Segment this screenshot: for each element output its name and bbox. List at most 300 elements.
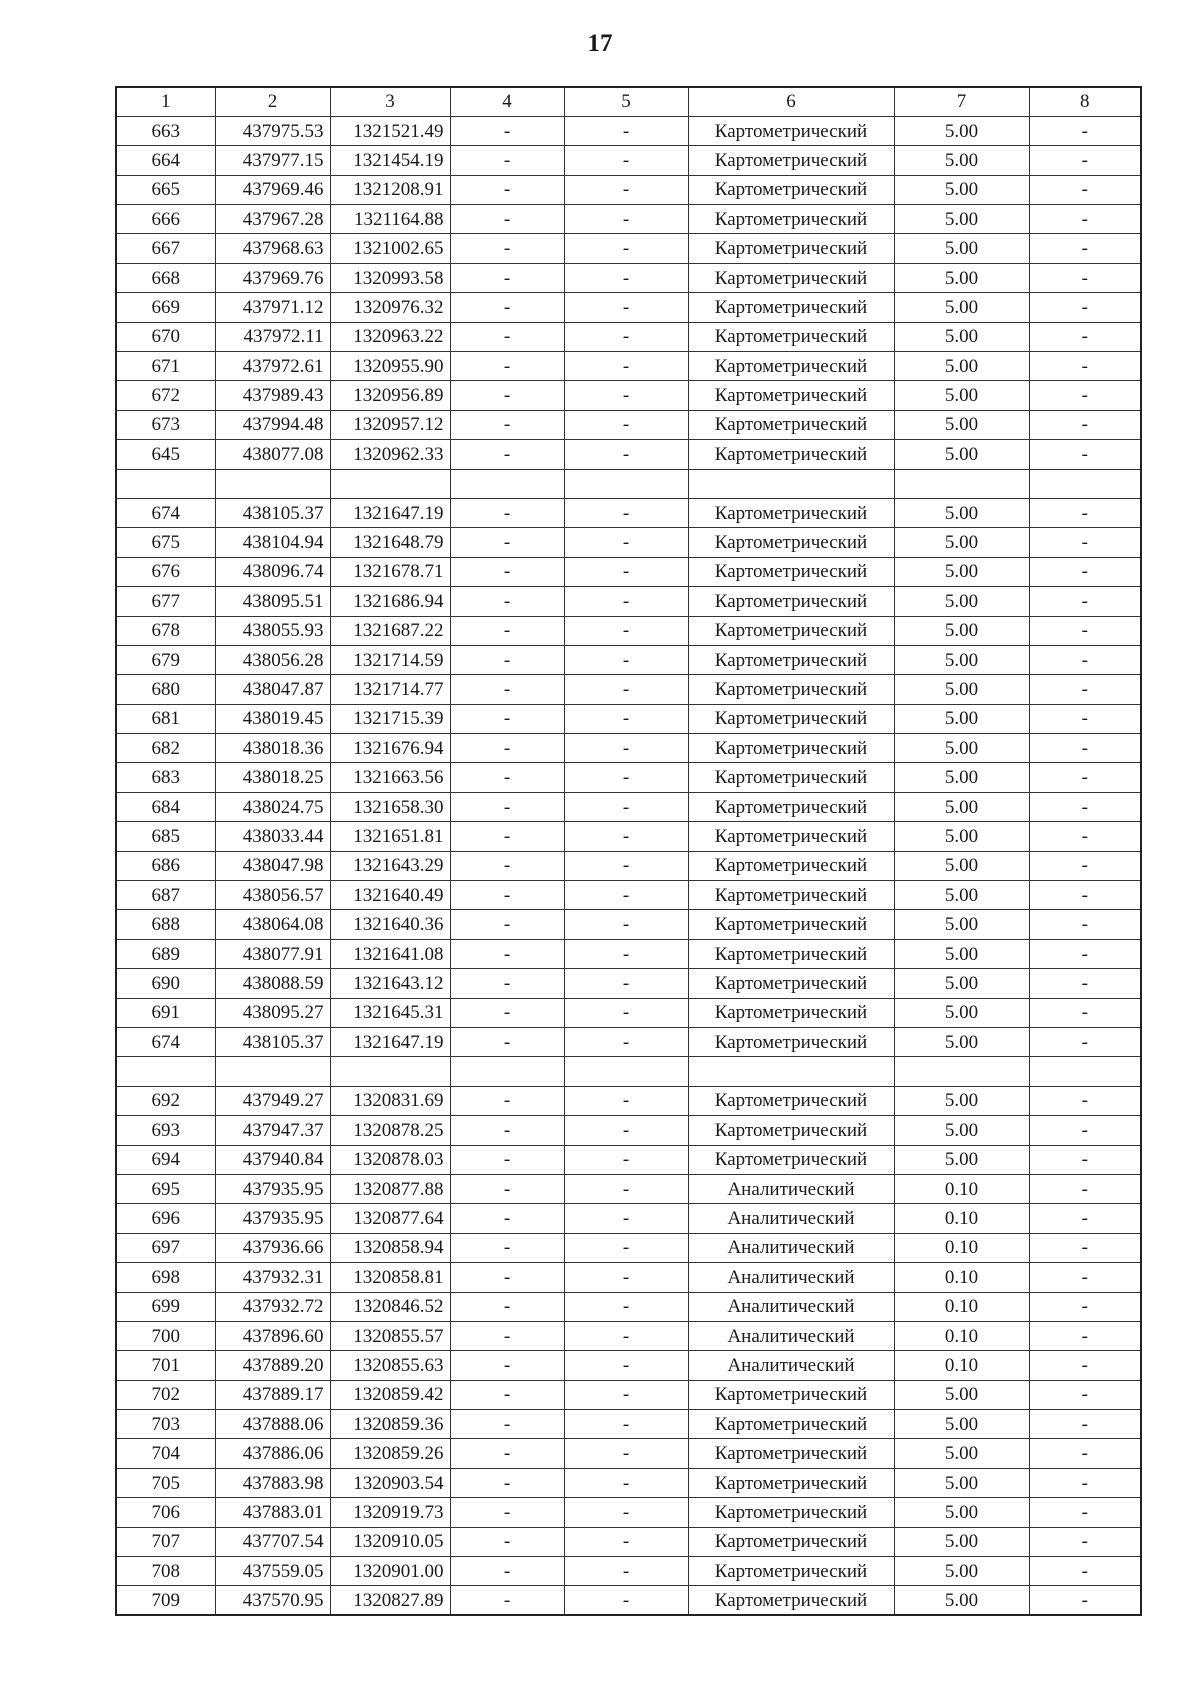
table-cell: 675 bbox=[116, 528, 215, 557]
table-cell: 1321676.94 bbox=[330, 734, 450, 763]
table-cell: - bbox=[450, 1086, 564, 1115]
table-cell: - bbox=[564, 410, 688, 439]
table-cell: - bbox=[564, 1028, 688, 1057]
table-cell: 668 bbox=[116, 263, 215, 292]
table-cell: - bbox=[564, 146, 688, 175]
table-cell: 5.00 bbox=[894, 734, 1029, 763]
table-cell: - bbox=[1029, 1321, 1141, 1350]
table-cell: Картометрический bbox=[688, 1586, 894, 1615]
table-cell: - bbox=[1029, 616, 1141, 645]
table-cell: 1321208.91 bbox=[330, 175, 450, 204]
table-cell: 697 bbox=[116, 1233, 215, 1262]
table-cell: - bbox=[1029, 851, 1141, 880]
table-cell: 438056.57 bbox=[215, 881, 330, 910]
table-cell: - bbox=[450, 381, 564, 410]
table-cell: 437883.01 bbox=[215, 1498, 330, 1527]
table-cell: - bbox=[450, 1586, 564, 1615]
table-cell: 438105.37 bbox=[215, 498, 330, 527]
table-cell: 5.00 bbox=[894, 1410, 1029, 1439]
table-cell: - bbox=[450, 616, 564, 645]
table-cell: 0.10 bbox=[894, 1204, 1029, 1233]
table-cell: 5.00 bbox=[894, 1586, 1029, 1615]
table-cell: - bbox=[564, 293, 688, 322]
table-cell: - bbox=[564, 704, 688, 733]
table-cell: 5.00 bbox=[894, 881, 1029, 910]
table-cell: 645 bbox=[116, 440, 215, 469]
table-cell: 691 bbox=[116, 998, 215, 1027]
table-cell: Картометрический bbox=[688, 1116, 894, 1145]
table-cell: - bbox=[564, 675, 688, 704]
table-cell: - bbox=[450, 1321, 564, 1350]
table-cell: - bbox=[564, 352, 688, 381]
table-row bbox=[116, 234, 1141, 263]
table-row bbox=[116, 146, 1141, 175]
table-cell: 1320957.12 bbox=[330, 410, 450, 439]
table-cell: 438077.08 bbox=[215, 440, 330, 469]
table-cell: - bbox=[1029, 969, 1141, 998]
column-header: 8 bbox=[1029, 87, 1141, 116]
table-cell: 1320963.22 bbox=[330, 322, 450, 351]
table-cell: - bbox=[564, 1086, 688, 1115]
table-cell: 437896.60 bbox=[215, 1321, 330, 1350]
table-cell: - bbox=[564, 1321, 688, 1350]
column-header: 3 bbox=[330, 87, 450, 116]
table-cell: 5.00 bbox=[894, 969, 1029, 998]
table-cell: 1320858.81 bbox=[330, 1263, 450, 1292]
table-cell bbox=[564, 1057, 688, 1086]
table-cell: - bbox=[564, 822, 688, 851]
table-cell: 1320859.26 bbox=[330, 1439, 450, 1468]
table-cell: Картометрический bbox=[688, 969, 894, 998]
table-cell: Картометрический bbox=[688, 352, 894, 381]
table-cell: - bbox=[450, 410, 564, 439]
table-cell: Аналитический bbox=[688, 1292, 894, 1321]
table-cell: Картометрический bbox=[688, 381, 894, 410]
coordinates-table bbox=[115, 86, 1142, 1616]
table-cell: 5.00 bbox=[894, 1557, 1029, 1586]
table-cell: - bbox=[564, 557, 688, 586]
table-row bbox=[116, 293, 1141, 322]
table-cell: 663 bbox=[116, 116, 215, 145]
table-cell: 1321648.79 bbox=[330, 528, 450, 557]
table-cell: - bbox=[1029, 1586, 1141, 1615]
table-cell: 693 bbox=[116, 1116, 215, 1145]
table-cell: 438064.08 bbox=[215, 910, 330, 939]
table-cell: 437883.98 bbox=[215, 1468, 330, 1497]
table-cell: Картометрический bbox=[688, 587, 894, 616]
table-cell: - bbox=[450, 587, 564, 616]
table-cell: - bbox=[1029, 352, 1141, 381]
table-row bbox=[116, 645, 1141, 674]
table-cell: 1320962.33 bbox=[330, 440, 450, 469]
table-cell: 5.00 bbox=[894, 498, 1029, 527]
table-cell: 1321643.12 bbox=[330, 969, 450, 998]
table-cell: 438018.25 bbox=[215, 763, 330, 792]
table-cell: Картометрический bbox=[688, 322, 894, 351]
table-cell: 1321164.88 bbox=[330, 205, 450, 234]
table-cell: - bbox=[1029, 1204, 1141, 1233]
table-cell: Аналитический bbox=[688, 1174, 894, 1203]
table-cell: 5.00 bbox=[894, 410, 1029, 439]
table-cell: 5.00 bbox=[894, 205, 1029, 234]
table-cell: - bbox=[564, 1145, 688, 1174]
table-cell: 1320878.03 bbox=[330, 1145, 450, 1174]
table-cell: 1320827.89 bbox=[330, 1586, 450, 1615]
table-cell: - bbox=[450, 1292, 564, 1321]
table-cell: 1321658.30 bbox=[330, 792, 450, 821]
table-cell: Картометрический bbox=[688, 1380, 894, 1409]
table-cell: - bbox=[1029, 822, 1141, 851]
table-cell: - bbox=[1029, 939, 1141, 968]
table-cell: 681 bbox=[116, 704, 215, 733]
table-cell: - bbox=[450, 1468, 564, 1497]
table-cell: 0.10 bbox=[894, 1351, 1029, 1380]
table-cell: - bbox=[1029, 1468, 1141, 1497]
table-cell: 437972.61 bbox=[215, 352, 330, 381]
table-cell: 5.00 bbox=[894, 792, 1029, 821]
table-row bbox=[116, 1586, 1141, 1615]
table-cell: 1320846.52 bbox=[330, 1292, 450, 1321]
table-cell bbox=[688, 469, 894, 498]
table-cell bbox=[894, 469, 1029, 498]
table-cell: - bbox=[1029, 1380, 1141, 1409]
table-body bbox=[116, 116, 1141, 1615]
table-cell: - bbox=[450, 1204, 564, 1233]
table-cell: 5.00 bbox=[894, 822, 1029, 851]
table-cell: Картометрический bbox=[688, 234, 894, 263]
table-cell: 437936.66 bbox=[215, 1233, 330, 1262]
table-row bbox=[116, 1292, 1141, 1321]
table-cell: Картометрический bbox=[688, 881, 894, 910]
table-cell: 5.00 bbox=[894, 1468, 1029, 1497]
table-cell: - bbox=[450, 205, 564, 234]
table-cell: 438095.27 bbox=[215, 998, 330, 1027]
table-cell: - bbox=[450, 1145, 564, 1174]
table-cell: 1321715.39 bbox=[330, 704, 450, 733]
table-cell: 684 bbox=[116, 792, 215, 821]
table-row bbox=[116, 1233, 1141, 1262]
table-cell: - bbox=[1029, 322, 1141, 351]
table-cell: 1320993.58 bbox=[330, 263, 450, 292]
table-cell: 1320859.36 bbox=[330, 1410, 450, 1439]
table-cell: 1320903.54 bbox=[330, 1468, 450, 1497]
table-cell: 1320878.25 bbox=[330, 1116, 450, 1145]
table-cell: 5.00 bbox=[894, 440, 1029, 469]
table-cell: - bbox=[450, 528, 564, 557]
table-cell: 437967.28 bbox=[215, 205, 330, 234]
table-cell: - bbox=[564, 1351, 688, 1380]
table-cell: 437972.11 bbox=[215, 322, 330, 351]
table-cell: 438047.87 bbox=[215, 675, 330, 704]
table-cell: Картометрический bbox=[688, 792, 894, 821]
table-cell: - bbox=[1029, 704, 1141, 733]
table-cell: 437932.72 bbox=[215, 1292, 330, 1321]
table-cell: Картометрический bbox=[688, 675, 894, 704]
table-cell: 1320901.00 bbox=[330, 1557, 450, 1586]
table-cell: Картометрический bbox=[688, 528, 894, 557]
table-cell: 437888.06 bbox=[215, 1410, 330, 1439]
table-cell: Картометрический bbox=[688, 851, 894, 880]
table-cell: 437969.76 bbox=[215, 263, 330, 292]
table-cell: Картометрический bbox=[688, 822, 894, 851]
table-cell: 1321647.19 bbox=[330, 1028, 450, 1057]
table-cell: - bbox=[1029, 263, 1141, 292]
table-cell bbox=[215, 1057, 330, 1086]
table-cell: - bbox=[1029, 587, 1141, 616]
table-cell: Картометрический bbox=[688, 763, 894, 792]
table-cell: 438033.44 bbox=[215, 822, 330, 851]
table-cell: 671 bbox=[116, 352, 215, 381]
table-cell: - bbox=[1029, 293, 1141, 322]
table-row bbox=[116, 440, 1141, 469]
table-row bbox=[116, 1527, 1141, 1556]
table-cell: 705 bbox=[116, 1468, 215, 1497]
table-cell: 437949.27 bbox=[215, 1086, 330, 1115]
table-row bbox=[116, 1351, 1141, 1380]
table-cell: Аналитический bbox=[688, 1321, 894, 1350]
table-row bbox=[116, 763, 1141, 792]
table-cell: - bbox=[1029, 910, 1141, 939]
table-cell: 1320919.73 bbox=[330, 1498, 450, 1527]
table-cell: - bbox=[450, 1439, 564, 1468]
table-cell: Картометрический bbox=[688, 440, 894, 469]
table-cell: 1320956.89 bbox=[330, 381, 450, 410]
table-cell: 1321454.19 bbox=[330, 146, 450, 175]
table-cell: Картометрический bbox=[688, 557, 894, 586]
table-cell: 690 bbox=[116, 969, 215, 998]
table-cell: 5.00 bbox=[894, 998, 1029, 1027]
table-cell: - bbox=[564, 734, 688, 763]
table-cell: 706 bbox=[116, 1498, 215, 1527]
table-cell: 696 bbox=[116, 1204, 215, 1233]
table-cell: - bbox=[564, 881, 688, 910]
table-cell: Картометрический bbox=[688, 205, 894, 234]
table-row bbox=[116, 1380, 1141, 1409]
table-cell: 1321640.49 bbox=[330, 881, 450, 910]
table-cell: 674 bbox=[116, 1028, 215, 1057]
table-cell: - bbox=[450, 704, 564, 733]
table-cell: 438024.75 bbox=[215, 792, 330, 821]
table-cell: - bbox=[1029, 763, 1141, 792]
table-cell: - bbox=[564, 1174, 688, 1203]
table-cell: - bbox=[1029, 792, 1141, 821]
table-cell: 5.00 bbox=[894, 939, 1029, 968]
table-cell: 5.00 bbox=[894, 1145, 1029, 1174]
table-cell: 1321663.56 bbox=[330, 763, 450, 792]
table-cell: - bbox=[450, 851, 564, 880]
table-cell: 688 bbox=[116, 910, 215, 939]
table-cell: Картометрический bbox=[688, 175, 894, 204]
table-row bbox=[116, 498, 1141, 527]
table-row bbox=[116, 1263, 1141, 1292]
table-cell: - bbox=[564, 1263, 688, 1292]
table-cell: - bbox=[450, 1233, 564, 1262]
table-row bbox=[116, 1057, 1141, 1086]
table-cell: 5.00 bbox=[894, 645, 1029, 674]
table-cell: - bbox=[450, 440, 564, 469]
table-cell: 438018.36 bbox=[215, 734, 330, 763]
table-cell: 438056.28 bbox=[215, 645, 330, 674]
table-cell: 1320831.69 bbox=[330, 1086, 450, 1115]
table-cell: - bbox=[1029, 1351, 1141, 1380]
table-cell: 5.00 bbox=[894, 616, 1029, 645]
table-cell: Картометрический bbox=[688, 1557, 894, 1586]
table-cell: Картометрический bbox=[688, 1527, 894, 1556]
table-cell: - bbox=[1029, 1292, 1141, 1321]
table-cell: - bbox=[564, 381, 688, 410]
table-cell: - bbox=[564, 1116, 688, 1145]
table-cell: 1320855.63 bbox=[330, 1351, 450, 1380]
column-header: 7 bbox=[894, 87, 1029, 116]
table-row bbox=[116, 1557, 1141, 1586]
table-cell: 437886.06 bbox=[215, 1439, 330, 1468]
table-cell bbox=[116, 469, 215, 498]
table-cell: - bbox=[1029, 1557, 1141, 1586]
table-cell: 694 bbox=[116, 1145, 215, 1174]
table-cell: Картометрический bbox=[688, 910, 894, 939]
table-cell: 692 bbox=[116, 1086, 215, 1115]
table-cell: Аналитический bbox=[688, 1204, 894, 1233]
table-cell: 1321645.31 bbox=[330, 998, 450, 1027]
page-number: 17 bbox=[587, 30, 613, 57]
table-cell: 680 bbox=[116, 675, 215, 704]
table-cell: - bbox=[450, 1351, 564, 1380]
table-cell: 667 bbox=[116, 234, 215, 263]
table-cell: - bbox=[564, 1527, 688, 1556]
table-cell: 437889.20 bbox=[215, 1351, 330, 1380]
table-cell: 687 bbox=[116, 881, 215, 910]
table-cell: - bbox=[1029, 998, 1141, 1027]
table-cell: 437977.15 bbox=[215, 146, 330, 175]
table-cell: 5.00 bbox=[894, 763, 1029, 792]
table-cell: - bbox=[1029, 645, 1141, 674]
table-cell: 5.00 bbox=[894, 352, 1029, 381]
table-cell: Картометрический bbox=[688, 734, 894, 763]
table-cell: - bbox=[450, 352, 564, 381]
table-row bbox=[116, 939, 1141, 968]
table-cell: Картометрический bbox=[688, 939, 894, 968]
table-row bbox=[116, 851, 1141, 880]
table-cell: 5.00 bbox=[894, 1086, 1029, 1115]
table-cell: - bbox=[564, 1439, 688, 1468]
table-row bbox=[116, 1028, 1141, 1057]
table-cell: - bbox=[450, 1380, 564, 1409]
table-cell: 5.00 bbox=[894, 1380, 1029, 1409]
table-row bbox=[116, 410, 1141, 439]
table-cell: 672 bbox=[116, 381, 215, 410]
table-cell: - bbox=[564, 205, 688, 234]
table-cell: - bbox=[450, 146, 564, 175]
table-row bbox=[116, 734, 1141, 763]
table-cell: Картометрический bbox=[688, 293, 894, 322]
table-cell: 5.00 bbox=[894, 1116, 1029, 1145]
table-cell: - bbox=[450, 910, 564, 939]
table-cell: 438088.59 bbox=[215, 969, 330, 998]
table-cell: - bbox=[564, 322, 688, 351]
table-row bbox=[116, 205, 1141, 234]
table-cell: 683 bbox=[116, 763, 215, 792]
table-cell: - bbox=[450, 792, 564, 821]
table-cell: 5.00 bbox=[894, 175, 1029, 204]
table-cell: - bbox=[564, 939, 688, 968]
table-cell: - bbox=[564, 616, 688, 645]
table-cell: 438019.45 bbox=[215, 704, 330, 733]
table-cell: - bbox=[564, 234, 688, 263]
table-row bbox=[116, 1498, 1141, 1527]
table-cell: 5.00 bbox=[894, 851, 1029, 880]
table-cell: - bbox=[450, 1498, 564, 1527]
table-cell: 438105.37 bbox=[215, 1028, 330, 1057]
column-header: 4 bbox=[450, 87, 564, 116]
table-cell: 5.00 bbox=[894, 146, 1029, 175]
table-cell: 703 bbox=[116, 1410, 215, 1439]
table-cell: - bbox=[1029, 1498, 1141, 1527]
table-cell: 678 bbox=[116, 616, 215, 645]
table-header-row bbox=[116, 87, 1141, 116]
table-cell: Картометрический bbox=[688, 645, 894, 674]
table-cell: - bbox=[564, 263, 688, 292]
table-cell: 5.00 bbox=[894, 675, 1029, 704]
table-cell: 5.00 bbox=[894, 1498, 1029, 1527]
table-row bbox=[116, 822, 1141, 851]
table-cell bbox=[564, 469, 688, 498]
table-cell: 1321678.71 bbox=[330, 557, 450, 586]
table-cell: 437975.53 bbox=[215, 116, 330, 145]
table-cell: - bbox=[564, 498, 688, 527]
table-cell: - bbox=[450, 939, 564, 968]
table-cell: 437969.46 bbox=[215, 175, 330, 204]
table-cell: - bbox=[450, 498, 564, 527]
table-cell: 437570.95 bbox=[215, 1586, 330, 1615]
table-row bbox=[116, 352, 1141, 381]
table-cell: Картометрический bbox=[688, 498, 894, 527]
table-cell: - bbox=[1029, 1410, 1141, 1439]
table-cell: Картометрический bbox=[688, 1498, 894, 1527]
table-cell: 5.00 bbox=[894, 1439, 1029, 1468]
table-cell: 665 bbox=[116, 175, 215, 204]
table-cell: 437935.95 bbox=[215, 1174, 330, 1203]
table-cell: 437932.31 bbox=[215, 1263, 330, 1292]
table-cell: - bbox=[450, 1410, 564, 1439]
table-cell: 1321686.94 bbox=[330, 587, 450, 616]
table-cell: - bbox=[450, 322, 564, 351]
table-cell: 438095.51 bbox=[215, 587, 330, 616]
table-cell: 1321714.77 bbox=[330, 675, 450, 704]
table-cell: 0.10 bbox=[894, 1292, 1029, 1321]
table-cell: Аналитический bbox=[688, 1233, 894, 1262]
table-row bbox=[116, 1468, 1141, 1497]
table-row bbox=[116, 116, 1141, 145]
table-row bbox=[116, 910, 1141, 939]
table-cell: 1321687.22 bbox=[330, 616, 450, 645]
table-cell: 437947.37 bbox=[215, 1116, 330, 1145]
table-cell: Картометрический bbox=[688, 1028, 894, 1057]
table-cell: 1321647.19 bbox=[330, 498, 450, 527]
table-cell: Картометрический bbox=[688, 1439, 894, 1468]
table-cell: - bbox=[564, 1586, 688, 1615]
table-cell: - bbox=[564, 998, 688, 1027]
table-row bbox=[116, 322, 1141, 351]
table-cell: - bbox=[564, 440, 688, 469]
table-cell: 1320877.88 bbox=[330, 1174, 450, 1203]
table-cell bbox=[450, 1057, 564, 1086]
table-cell: Картометрический bbox=[688, 1468, 894, 1497]
table-cell: 1321521.49 bbox=[330, 116, 450, 145]
table-cell: - bbox=[1029, 1263, 1141, 1292]
table-cell: - bbox=[450, 1116, 564, 1145]
table-cell: 5.00 bbox=[894, 1527, 1029, 1556]
table-cell: 5.00 bbox=[894, 557, 1029, 586]
